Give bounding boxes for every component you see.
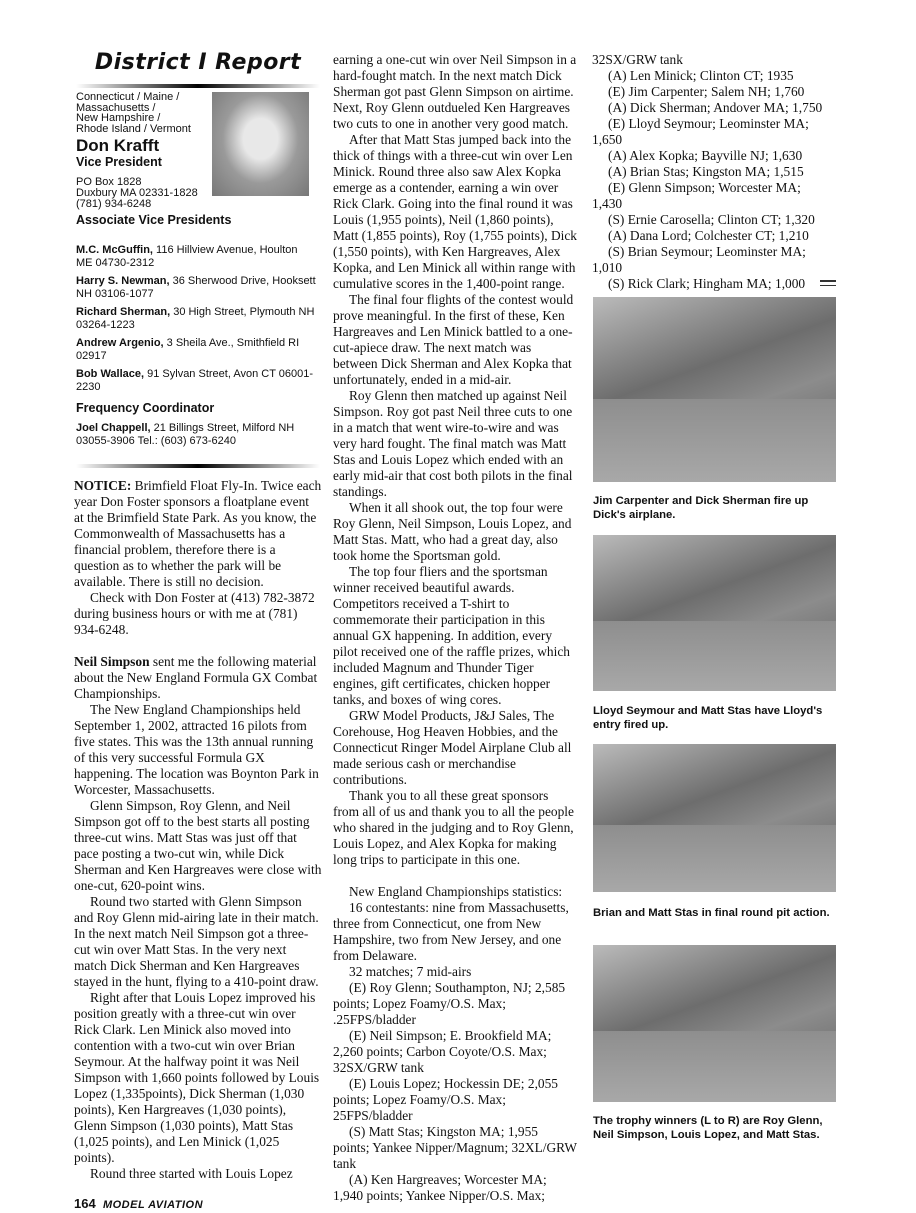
avp-item: M.C. McGuffin, 116 Hillview Avenue, Houlton ME 04730-2312 bbox=[76, 244, 298, 269]
paragraph: Neil Simpson sent me the following material about the New England Formula GX Combat Championships. bbox=[74, 654, 318, 701]
vp-address-line: (781) 934-6248 bbox=[76, 198, 152, 210]
vp-title: Vice President bbox=[76, 155, 162, 169]
paragraph: After that Matt Stas jumped back into the thick of things with a three-cut win over Len Minick. Round three also saw Alex Kopka emerge as a contender, earning a win over Rick Clark. Going into the final round it was Louis (1,955 points), Neil (1,860 points), Matt (1,855 points), Roy (1,755 points), Dick (1,550 points), with Ken Hargreaves, Alex Kopka, and Len Minick all within range with cumulative scores in the 1,400-point range. bbox=[333, 132, 577, 291]
paragraph: 16 contestants: nine from Massachusetts, three from Connecticut, one from New Hampshire, two from New Jersey, and one from Delaware. bbox=[333, 900, 569, 963]
page-title: District I Report bbox=[94, 50, 302, 75]
vp-address-line: Duxbury MA 02331-1828 bbox=[76, 187, 198, 199]
result-entry: (E) Louis Lopez; Hockessin DE; 2,055 points; Lopez Foamy/O.S. Max; 25FPS/bladder bbox=[333, 1076, 558, 1123]
district-states bbox=[76, 92, 216, 134]
photo-trophy-winners bbox=[593, 945, 836, 1102]
result-line: (A) Len Minick; Clinton CT; 1935 bbox=[608, 68, 794, 83]
paragraph: Check with Don Foster at (413) 782-3872 during business hours or with me at (781) 934-6248. bbox=[74, 590, 315, 637]
avp-item: Harry S. Newman, 36 Sherwood Drive, Hooksett NH 03106-1077 bbox=[76, 275, 316, 300]
result-line: (S) Rick Clark; Hingham MA; 1,000 bbox=[608, 276, 806, 291]
column-2 bbox=[333, 52, 577, 1204]
state-line: New Hampshire / bbox=[76, 112, 161, 124]
photo-caption: The trophy winners (L to R) are Roy Glenn, Neil Simpson, Louis Lopez, and Matt Stas. bbox=[593, 1115, 823, 1141]
paragraph: Thank you to all these great sponsors from all of us and thank you to all the people who shared in the judging and to Roy Glenn, Louis Lopez, and Alex Kopka for making long trips to participate in this one. bbox=[333, 788, 574, 867]
result-entry: (E) Roy Glenn; Southampton, NJ; 2,585 points; Lopez Foamy/O.S. Max; .25FPS/bladder bbox=[333, 980, 566, 1027]
sidebar-rule bbox=[76, 464, 320, 468]
paragraph: Glenn Simpson, Roy Glenn, and Neil Simpson got off to the best starts all posting three-cut wins. Matt Stas was just off that pace posting a two-cut win, while Dick Sherman and Ken Hargreaves were close with one-cut, 620-point wins. bbox=[74, 798, 322, 893]
result-entry: (A) Ken Hargreaves; Worcester MA; 1,940 points; Yankee Nipper/O.S. Max; bbox=[333, 1172, 547, 1203]
vp-block bbox=[76, 136, 198, 210]
avp-heading: Associate Vice Presidents bbox=[76, 213, 232, 227]
result-line: 32SX/GRW tank bbox=[592, 52, 683, 67]
paragraph: The final four flights of the contest would prove meaningful. In the first of these, Ken Hargreaves and Len Minick battled to a one-cut-apiece draw. The next match was between Dick Sherman and Alex Kopka that unfortunately, ended in a mid-air. bbox=[333, 292, 574, 387]
paragraph: NOTICE: Brimfield Float Fly-In. Twice each year Don Foster sponsors a floatplane event at the Brimfield State Park. As you know, the Commonwealth of Massachusetts has a financial problem, therefore there is a question as to whether the park will be available. There is still no decision. bbox=[74, 478, 322, 589]
result-line: (S) Ernie Carosella; Clinton CT; 1,320 bbox=[608, 212, 815, 227]
result-line: (A) Dana Lord; Colchester CT; 1,210 bbox=[608, 228, 809, 243]
result-line: (A) Alex Kopka; Bayville NJ; 1,630 bbox=[608, 148, 803, 163]
paragraph: Round two started with Glenn Simpson and Roy Glenn mid-airing late in their match. In the next match Neil Simpson got a three-cut win over Matt Stas. In the very next match Dick Sherman and Ken Hargreaves stayed in the hunt, flying to a 410-point draw. bbox=[74, 894, 319, 989]
state-line: Connecticut / Maine / bbox=[76, 91, 180, 103]
result-line: (E) Glenn Simpson; Worcester MA; bbox=[608, 180, 801, 195]
avp-item: Bob Wallace, 91 Sylvan Street, Avon CT 06001-2230 bbox=[76, 368, 314, 393]
photo-seymour-stas bbox=[593, 535, 836, 691]
paragraph: Roy Glenn then matched up against Neil Simpson. Roy got past Neil three cuts to one in a match that went wire-to-wire and was very hard fought. The final match was Matt Stas and Louis Lopez which ended with an early mid-air that cost both pilots in the final standings. bbox=[333, 388, 573, 499]
result-line: (S) Brian Seymour; Leominster MA; bbox=[608, 244, 806, 259]
avp-item: Richard Sherman, 30 High Street, Plymouth NH 03264-1223 bbox=[76, 306, 315, 331]
paragraph: Round three started with Louis Lopez bbox=[90, 1166, 293, 1181]
page-number: 164 bbox=[74, 1196, 96, 1211]
end-mark-icon bbox=[820, 280, 836, 286]
page-footer bbox=[74, 1196, 322, 1213]
freq-heading: Frequency Coordinator bbox=[76, 401, 215, 415]
photo-pit-action bbox=[593, 744, 836, 892]
result-entry: (E) Neil Simpson; E. Brookfield MA; 2,260 points; Carbon Coyote/O.S. Max; 32SX/GRW tank bbox=[333, 1028, 552, 1075]
column-1 bbox=[74, 478, 322, 1213]
result-line: (E) Lloyd Seymour; Leominster MA; bbox=[608, 116, 809, 131]
stats-heading: New England Championships statistics: bbox=[349, 884, 563, 899]
result-line: (A) Dick Sherman; Andover MA; 1,750 bbox=[608, 100, 823, 115]
photo-caption: Jim Carpenter and Dick Sherman fire up Dick's airplane. bbox=[593, 495, 809, 521]
photo-carpenter-sherman bbox=[593, 297, 836, 482]
state-line: Rhode Island / Vermont bbox=[76, 122, 191, 135]
paragraph: earning a one-cut win over Neil Simpson in a hard-fought match. In the next match Dick Sherman got past Glenn Simpson on airtime. Next, Roy Glenn outdueled Ken Hargreaves two cuts to one in another very good match. bbox=[333, 52, 577, 131]
vp-name: Don Krafft bbox=[76, 136, 160, 155]
result-line: 1,010 bbox=[592, 260, 623, 275]
paragraph: The New England Championships held September 1, 2002, attracted 16 pilots from five states. This was the 13th annual running of this very successful Formula GX happening. The location was Boynton Park in Worcester, Massachusetts. bbox=[74, 702, 319, 797]
paragraph: Right after that Louis Lopez improved his position greatly with a three-cut win over Rick Clark. Len Minick also moved into contention with a two-cut win over Brian Seymour. At the halfway point it was Neil Simpson with 1,660 points followed by Louis Lopez (1,335points), Dick Sherman (1,030 points), Ken Hargreaves (1,030 points), Glenn Simpson (1,030 points), Matt Stas (1,025 points), and Len Minick (1,025 points). bbox=[74, 990, 320, 1165]
result-line: (E) Jim Carpenter; Salem NH; 1,760 bbox=[608, 84, 805, 99]
freq-coordinator: Joel Chappell, 21 Billings Street, Milford NH 03055-3906 Tel.: (603) 673-6240 bbox=[76, 422, 295, 447]
magazine-name: MODEL AVIATION bbox=[102, 1199, 204, 1211]
column-3-results bbox=[592, 52, 842, 292]
state-line: Massachusetts / bbox=[76, 101, 156, 114]
photo-caption: Lloyd Seymour and Matt Stas have Lloyd's entry fired up. bbox=[593, 705, 823, 731]
photo-caption: Brian and Matt Stas in final round pit action. bbox=[593, 907, 830, 919]
vp-portrait-photo bbox=[212, 92, 309, 196]
result-line: 1,430 bbox=[592, 196, 623, 211]
paragraph: 32 matches; 7 mid-airs bbox=[349, 964, 472, 979]
title-rule bbox=[76, 84, 320, 88]
vp-address-line: PO Box 1828 bbox=[76, 176, 142, 188]
paragraph: The top four fliers and the sportsman winner received beautiful awards. Competitors received a T-shirt to commemorate their participation in this annual GX happening. In addition, every pilot received one of the raffle prizes, which included Magnum and Thunder Tiger engines, gift certificates, chicken hopper tanks, and boxes of wing cores. bbox=[333, 564, 570, 707]
result-line: 1,650 bbox=[592, 132, 623, 147]
paragraph: GRW Model Products, J&J Sales, The Corehouse, Hog Heaven Hobbies, and the Connecticut Ringer Model Airplane Club all made serious cash or merchandise contributions. bbox=[333, 708, 572, 787]
avp-item: Andrew Argenio, 3 Sheila Ave., Smithfield RI 02917 bbox=[76, 337, 300, 362]
result-line: (A) Brian Stas; Kingston MA; 1,515 bbox=[608, 164, 804, 179]
paragraph: When it all shook out, the top four were Roy Glenn, Neil Simpson, Louis Lopez, and Matt Stas. Matt, who had a great day, also took home the Sportsman gold. bbox=[333, 500, 572, 563]
result-entry: (S) Matt Stas; Kingston MA; 1,955 points; Yankee Nipper/Magnum; 32XL/GRW tank bbox=[333, 1124, 577, 1171]
avp-list bbox=[76, 244, 316, 393]
